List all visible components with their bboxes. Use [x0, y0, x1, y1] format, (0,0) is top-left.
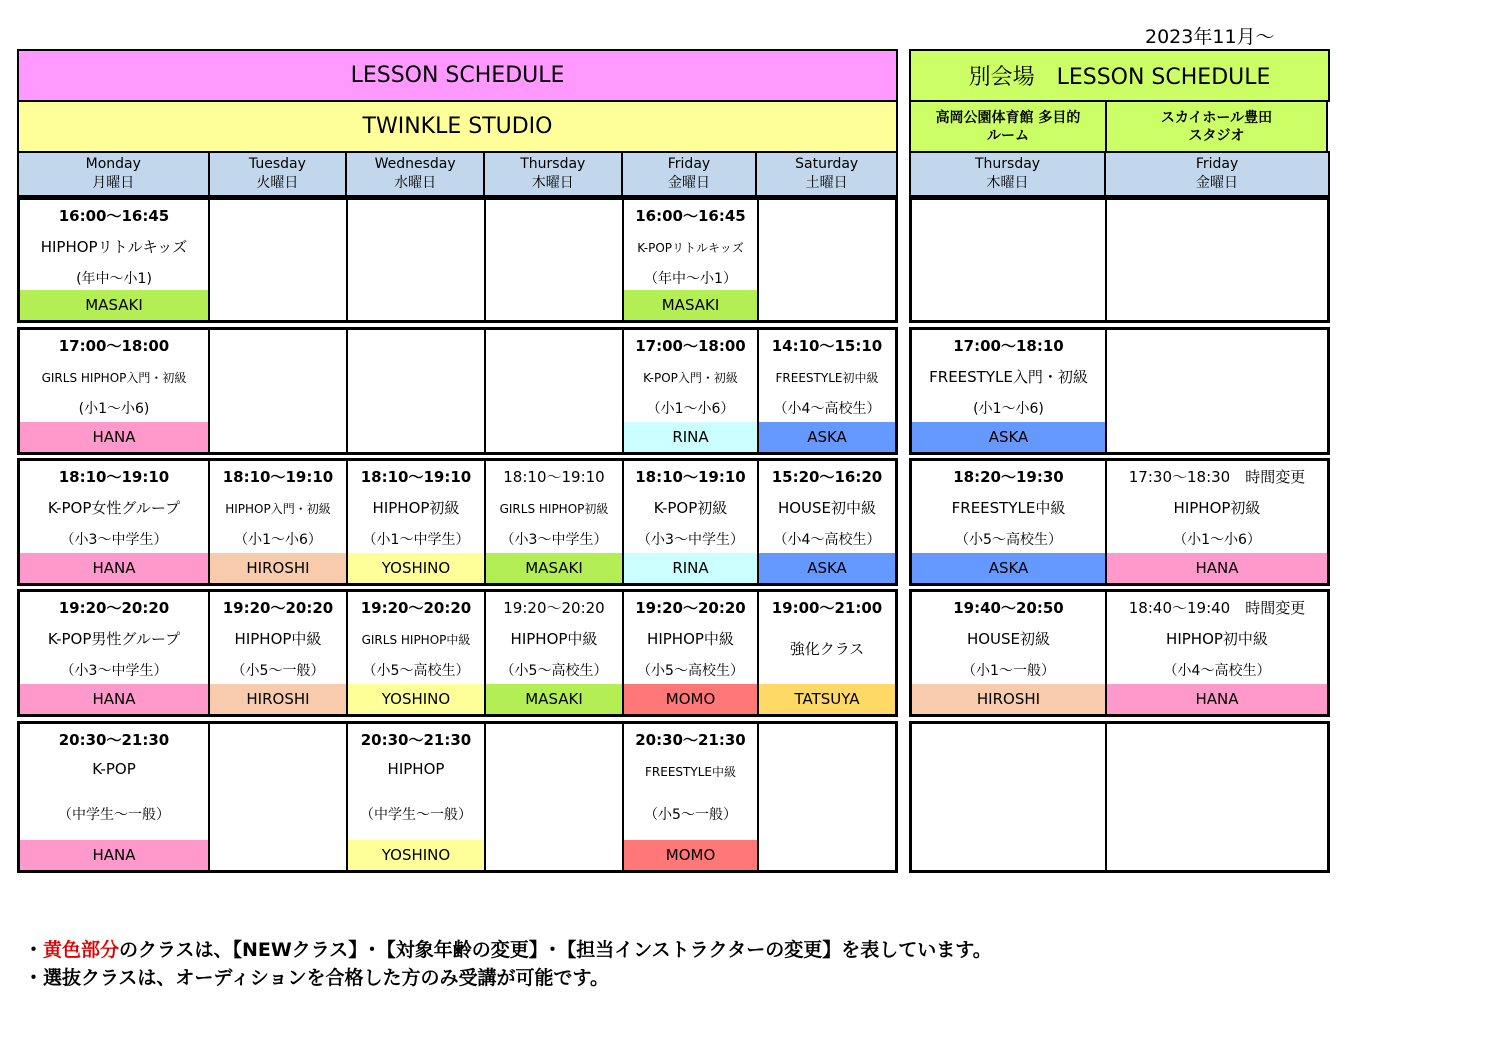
- lesson-class: HIPHOP初級: [372, 499, 460, 517]
- empty-cell: [1107, 330, 1327, 452]
- lesson-time: 19:20～20:20: [360, 599, 472, 617]
- instructor-badge: MASAKI: [486, 684, 622, 714]
- instructor-badge: MOMO: [624, 840, 757, 870]
- lesson-cell: [912, 330, 1107, 452]
- lesson-cell: [486, 592, 624, 714]
- lesson-cell: [20, 200, 210, 320]
- empty-cell: [1107, 200, 1327, 320]
- day-name-jp: 水曜日: [394, 175, 437, 191]
- lesson-time: 19:20～20:20: [58, 599, 170, 617]
- note-line-2: ・選抜クラスは、オーディションを合格した方のみ受講が可能です。: [24, 967, 610, 989]
- lesson-cell: [20, 461, 210, 583]
- lesson-age: （小3～中学生）: [60, 532, 168, 548]
- venue-name: スカイホール豊田 スタジオ: [1105, 100, 1328, 153]
- time-block: [909, 721, 1330, 873]
- lesson-age: （小5～一般）: [231, 663, 325, 679]
- time-block: [17, 197, 898, 323]
- day-header-monday: [19, 153, 210, 195]
- lesson-cell: [624, 330, 759, 452]
- lesson-age: （中学生～一般）: [360, 807, 472, 823]
- note-highlight: 黄色部分: [43, 939, 120, 961]
- time-block: [909, 458, 1330, 586]
- lesson-age: （小3～中学生）: [500, 532, 608, 548]
- lesson-age: （小1～小6）: [234, 532, 322, 548]
- lesson-class: FREESTYLE中級: [645, 765, 736, 779]
- empty-cell: [912, 724, 1107, 870]
- lesson-time: 14:10～15:10: [771, 337, 883, 355]
- lesson-cell: [912, 592, 1107, 714]
- lesson-age: （年中～小1）: [644, 271, 737, 287]
- empty-cell: [348, 330, 486, 452]
- instructor-badge: RINA: [624, 422, 757, 452]
- instructor-badge: YOSHINO: [348, 684, 484, 714]
- note-line-1: [24, 936, 992, 964]
- lesson-cell: [624, 592, 759, 714]
- lesson-class: K-POPリトルキッズ: [637, 241, 744, 255]
- day-header-friday: [1106, 153, 1328, 195]
- lesson-class: GIRLS HIPHOP入門・初級: [41, 371, 187, 385]
- instructor-badge: RINA: [624, 553, 757, 583]
- day-header-row: [17, 151, 898, 197]
- lesson-time: 17:00～18:00: [58, 337, 170, 355]
- lesson-class: K-POP: [92, 760, 136, 778]
- lesson-class: GIRLS HIPHOP中級: [361, 633, 471, 647]
- instructor-badge: YOSHINO: [348, 840, 484, 870]
- instructor-badge: HANA: [1107, 684, 1327, 714]
- lesson-cell: [624, 200, 759, 320]
- lesson-cell: [912, 461, 1107, 583]
- empty-cell: [210, 724, 348, 870]
- lesson-class: K-POP入門・初級: [643, 371, 738, 385]
- instructor-badge: ASKA: [759, 422, 895, 452]
- lesson-age: （小4～高校生）: [773, 401, 881, 417]
- day-name-en: Monday: [85, 156, 141, 172]
- lesson-time: 20:30～21:30: [58, 731, 170, 749]
- day-name-jp: 月曜日: [92, 175, 135, 191]
- time-block: [17, 589, 898, 717]
- empty-cell: [486, 200, 624, 320]
- day-name-jp: 火曜日: [256, 175, 299, 191]
- instructor-badge: HIROSHI: [210, 553, 346, 583]
- day-name-en: Saturday: [795, 156, 859, 172]
- lesson-time: 18:10～19:10: [222, 468, 334, 486]
- lesson-cell: [20, 592, 210, 714]
- lesson-age: （小4～高校生）: [1163, 663, 1271, 679]
- lesson-age: （小3～中学生）: [637, 532, 744, 548]
- note-text: のクラスは、【NEWクラス】･【対象年齢の変更】･【担当インストラクターの変更】を表しています。: [119, 939, 992, 961]
- instructor-badge: MASAKI: [20, 290, 208, 320]
- lesson-class: HOUSE初中級: [777, 499, 877, 517]
- notes: [24, 936, 992, 992]
- lesson-time: 18:10～19:10: [360, 468, 472, 486]
- lesson-age: （小1～一般）: [962, 663, 1055, 679]
- lesson-time: 17:00～18:10: [953, 337, 1064, 355]
- instructor-badge: ASKA: [912, 553, 1105, 583]
- lesson-cell: [759, 592, 895, 714]
- lesson-class: HIPHOP: [387, 760, 445, 778]
- time-block: [909, 197, 1330, 323]
- day-name-en: Friday: [1195, 156, 1239, 172]
- lesson-class: FREESTYLE入門・初級: [929, 368, 1088, 386]
- lesson-age: (年中～小1): [76, 271, 152, 287]
- lesson-class: GIRLS HIPHOP初級: [499, 502, 609, 516]
- lesson-class: 強化クラス: [789, 640, 865, 658]
- lesson-cell: [486, 461, 624, 583]
- lesson-cell: [759, 461, 895, 583]
- lesson-time: 16:00～16:45: [635, 207, 746, 225]
- day-header-wednesday: [347, 153, 485, 195]
- lesson-cell: [624, 724, 759, 870]
- lesson-time: 19:20～20:20: [503, 599, 605, 617]
- day-name-jp: 金曜日: [1196, 175, 1239, 191]
- time-block: [17, 327, 898, 455]
- lesson-time: 19:20～20:20: [222, 599, 334, 617]
- lesson-age: (小1～小6): [973, 401, 1044, 417]
- lesson-time: 18:10～19:10: [635, 468, 746, 486]
- day-header-thursday: [485, 153, 623, 195]
- day-name-jp: 木曜日: [531, 175, 574, 191]
- lesson-cell: [1107, 461, 1327, 583]
- lesson-cell: [759, 330, 895, 452]
- instructor-badge: HANA: [20, 684, 208, 714]
- lesson-time: 19:20～20:20: [635, 599, 746, 617]
- instructor-badge: HANA: [20, 840, 208, 870]
- lesson-age: （小4～高校生）: [773, 532, 881, 548]
- day-header-thursday: [911, 153, 1106, 195]
- instructor-badge: HIROSHI: [912, 684, 1105, 714]
- lesson-age: （小1～小6）: [646, 401, 735, 417]
- lesson-time: 18:10～19:10: [58, 468, 170, 486]
- lesson-class: FREESTYLE初中級: [775, 371, 879, 385]
- empty-cell: [486, 724, 624, 870]
- empty-cell: [912, 200, 1107, 320]
- day-name-en: Friday: [667, 156, 711, 172]
- lesson-age: （小5～一般）: [644, 807, 737, 823]
- lesson-age: (小1～小6): [78, 401, 150, 417]
- day-name-en: Tuesday: [248, 156, 306, 172]
- lesson-time: 16:00～16:45: [58, 207, 170, 225]
- time-block: [909, 327, 1330, 455]
- lesson-age: （小1～小6）: [1173, 532, 1261, 548]
- lesson-time: 19:40～20:50: [953, 599, 1064, 617]
- empty-cell: [210, 200, 348, 320]
- lesson-cell: [20, 330, 210, 452]
- day-name-en: Thursday: [520, 156, 586, 172]
- instructor-badge: MASAKI: [624, 290, 757, 320]
- lesson-class: K-POP女性グループ: [47, 499, 181, 517]
- lesson-cell: [20, 724, 210, 870]
- lesson-class: HIPHOP入門・初級: [225, 502, 331, 516]
- lesson-time: 17:00～18:00: [635, 337, 746, 355]
- instructor-badge: HANA: [20, 553, 208, 583]
- lesson-age: （小5～高校生）: [955, 532, 1062, 548]
- studio-name: TWINKLE STUDIO: [17, 100, 898, 153]
- lesson-time: 18:40～19:40 時間変更: [1128, 599, 1306, 617]
- lesson-class: HIPHOP中級: [510, 630, 598, 648]
- lesson-age: （小3～中学生）: [60, 663, 168, 679]
- day-header-saturday: [757, 153, 896, 195]
- instructor-badge: YOSHINO: [348, 553, 484, 583]
- day-header-tuesday: [210, 153, 348, 195]
- day-name-jp: 木曜日: [986, 175, 1029, 191]
- lesson-time: 18:10～19:10: [503, 468, 605, 486]
- empty-cell: [486, 330, 624, 452]
- instructor-badge: HIROSHI: [210, 684, 346, 714]
- day-header-friday: [623, 153, 758, 195]
- lesson-time: 15:20～16:20: [771, 468, 883, 486]
- lesson-class: HIPHOP初中級: [1166, 630, 1268, 648]
- lesson-age: （小5～高校生）: [637, 663, 744, 679]
- lesson-age: （小5～高校生）: [500, 663, 608, 679]
- note-bullet: ・: [24, 939, 44, 961]
- date-label: 2023年11月～: [1145, 26, 1275, 48]
- lesson-cell: [348, 461, 486, 583]
- main-title: LESSON SCHEDULE: [17, 49, 898, 102]
- lesson-class: HIPHOP中級: [234, 630, 322, 648]
- empty-cell: [759, 200, 895, 320]
- lesson-class: FREESTYLE中級: [951, 499, 1066, 517]
- instructor-badge: MOMO: [624, 684, 757, 714]
- day-name-jp: 金曜日: [667, 175, 710, 191]
- time-block: [909, 589, 1330, 717]
- lesson-age: （小1～中学生）: [362, 532, 470, 548]
- time-block: [17, 721, 898, 873]
- lesson-age: （中学生～一般）: [58, 807, 170, 823]
- day-name-en: Wednesday: [374, 156, 456, 172]
- lesson-class: K-POP男性グループ: [47, 630, 181, 648]
- lesson-cell: [624, 461, 759, 583]
- instructor-badge: ASKA: [759, 553, 895, 583]
- lesson-class: K-POP初級: [653, 499, 728, 517]
- lesson-time: 20:30～21:30: [360, 731, 472, 749]
- lesson-time: 18:20～19:30: [953, 468, 1064, 486]
- time-block: [17, 458, 898, 586]
- instructor-badge: HANA: [1107, 553, 1327, 583]
- instructor-badge: MASAKI: [486, 553, 622, 583]
- lesson-age: （小5～高校生）: [362, 663, 470, 679]
- venue-row: [909, 100, 1330, 153]
- lesson-class: HOUSE初級: [966, 630, 1051, 648]
- empty-cell: [210, 330, 348, 452]
- day-name-en: Thursday: [974, 156, 1041, 172]
- day-header-row: [909, 151, 1330, 197]
- lesson-cell: [1107, 592, 1327, 714]
- lesson-cell: [348, 724, 486, 870]
- lesson-class: HIPHOP初級: [1173, 499, 1261, 517]
- instructor-badge: HANA: [20, 422, 208, 452]
- lesson-class: HIPHOP中級: [647, 630, 734, 648]
- side-title: 別会場 LESSON SCHEDULE: [909, 49, 1330, 102]
- lesson-time: 20:30～21:30: [635, 731, 746, 749]
- instructor-badge: ASKA: [912, 422, 1105, 452]
- instructor-badge: TATSUYA: [759, 684, 895, 714]
- lesson-time: 17:30～18:30 時間変更: [1128, 468, 1306, 486]
- lesson-time: 19:00～21:00: [771, 599, 883, 617]
- lesson-cell: [210, 461, 348, 583]
- venue-name: 高岡公園体育館 多目的 ルーム: [909, 100, 1107, 153]
- day-name-jp: 土曜日: [805, 175, 848, 191]
- lesson-cell: [348, 592, 486, 714]
- empty-cell: [348, 200, 486, 320]
- empty-cell: [759, 724, 895, 870]
- lesson-cell: [210, 592, 348, 714]
- lesson-class: HIPHOPリトルキッズ: [40, 238, 188, 256]
- empty-cell: [1107, 724, 1327, 870]
